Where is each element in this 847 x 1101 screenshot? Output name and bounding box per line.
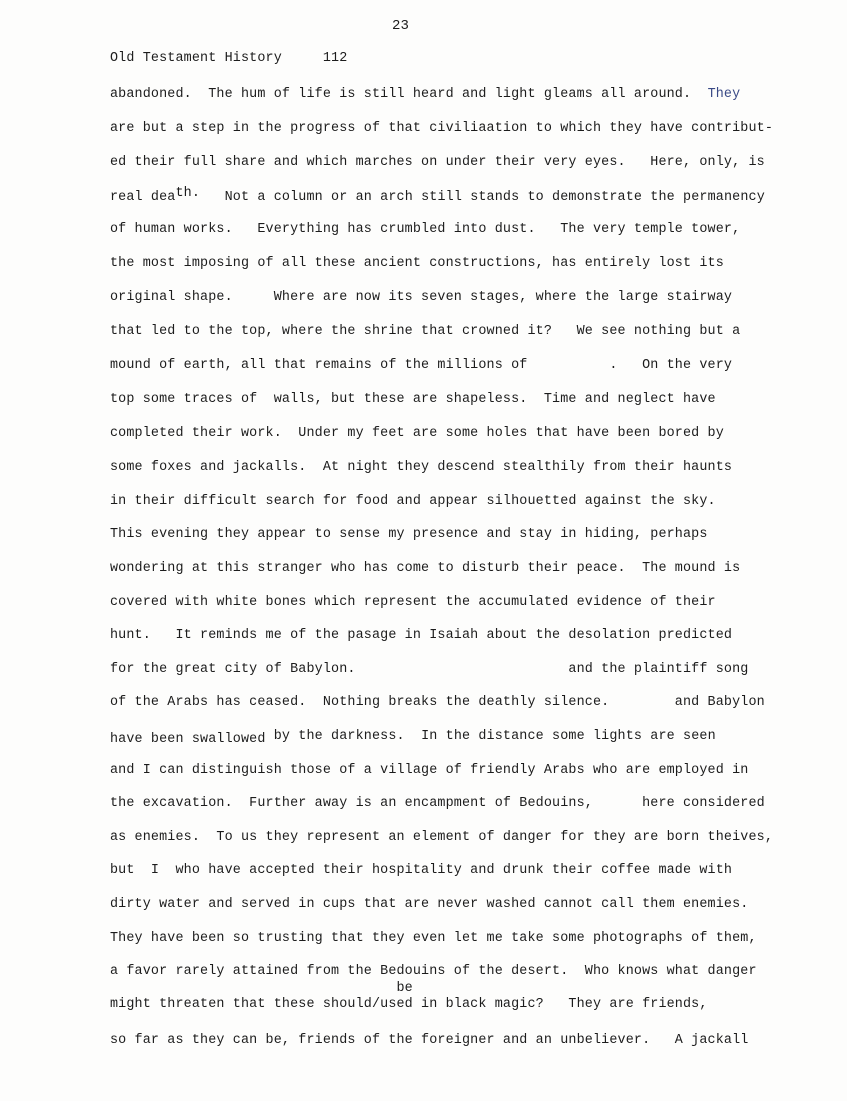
line-text: dirty water and served in cups that are never washed cannot call them enemies.	[110, 897, 749, 912]
line-text: that led to the top, where the shrine that crowned it? We see nothing but a	[110, 324, 741, 339]
text-line	[110, 695, 765, 710]
text-line	[110, 324, 740, 339]
line-text-lowered: have been swallowed	[110, 732, 266, 747]
text-line	[110, 290, 732, 305]
text-line	[110, 358, 732, 373]
page-number: 23	[392, 18, 410, 34]
line-text: original shape. Where are now its seven stages, where the large stairway	[110, 290, 733, 305]
text-line	[110, 763, 748, 778]
header-ref: 112	[322, 51, 348, 66]
text-line	[110, 460, 732, 475]
line-text: a favor rarely attained from the Bedouins of the desert. Who knows what danger	[110, 964, 757, 979]
line-text: the most imposing of all these ancient constructions, has entirely lost its	[110, 256, 724, 271]
line-text: for the great city of Babylon. and the plaintiff song	[110, 662, 749, 677]
text-line	[110, 256, 724, 271]
text-line	[110, 863, 732, 878]
line-text-raised: th.	[175, 186, 201, 201]
line-text: but I who have accepted their hospitality and drunk their coffee made with	[110, 863, 733, 878]
line-text: some foxes and jackalls. At night they descend stealthily from their haunts	[110, 460, 733, 475]
line-text: in their difficult search for food and appear silhouetted against the sky.	[110, 494, 716, 509]
line-text: abandoned. The hum of life is still heard and light gleams all around.	[110, 87, 708, 102]
line-text: are but a step in the progress of that civiliaation to which they have contribut-	[110, 121, 774, 136]
text-line	[110, 830, 773, 845]
line-text: of human works. Everything has crumbled into dust. The very temple tower,	[110, 222, 741, 237]
line-text: so far as they can be, friends of the foreigner and an unbeliever. A jackall	[110, 1033, 749, 1048]
text-line	[110, 628, 732, 643]
text-line	[110, 87, 740, 102]
text-line	[110, 964, 757, 979]
text-line	[110, 494, 716, 509]
line-text: top some traces of walls, but these are shapeless. Time and neglect have	[110, 392, 716, 407]
text-line	[110, 897, 748, 912]
text-line	[110, 527, 708, 542]
header-title: Old Testament History	[110, 51, 282, 66]
line-text: as enemies. To us they represent an element of danger for they are born theives,	[110, 830, 774, 845]
text-line	[110, 222, 740, 237]
line-text: and I can distinguish those of a village of friendly Arabs who are employed in	[110, 763, 749, 778]
line-text: the excavation. Further away is an encampment of Bedouins, here considered	[110, 796, 765, 811]
text-line	[110, 931, 757, 946]
text-line	[110, 997, 708, 1012]
text-line	[110, 662, 748, 677]
line-text: Not a column or an arch still stands to demonstrate the permanency	[200, 190, 765, 205]
line-text: mound of earth, all that remains of the millions of . On the very	[110, 358, 733, 373]
line-text: by the darkness.	[265, 729, 405, 744]
text-line	[110, 729, 716, 747]
text-line	[110, 426, 724, 441]
running-header	[110, 51, 347, 66]
text-line	[110, 796, 765, 811]
line-text: wondering at this stranger who has come to disturb their peace. The mound is	[110, 561, 741, 576]
line-text: hunt. It reminds me of the pasage in Isaiah about the desolation predicted	[110, 628, 733, 643]
line-text: of the Arabs has ceased. Nothing breaks the deathly silence. and Babylon	[110, 695, 765, 710]
line-text: ed their full share and which marches on under their very eyes. Here, only, is	[110, 155, 765, 170]
text-line	[110, 155, 765, 170]
line-text: might threaten that these should/used in black magic? They are friends,	[110, 997, 708, 1012]
text-line	[110, 392, 716, 407]
text-line	[110, 1033, 748, 1048]
interlinear-insertion	[110, 981, 413, 996]
line-text: be	[110, 981, 413, 996]
text-line	[110, 561, 740, 576]
handwritten-word: They	[707, 87, 741, 102]
line-text: In the distance some lights are seen	[404, 729, 716, 744]
line-text: completed their work. Under my feet are some holes that have been bored by	[110, 426, 724, 441]
line-text: They have been so trusting that they even let me take some photographs of them,	[110, 931, 757, 946]
text-line	[110, 595, 716, 610]
text-line	[110, 121, 773, 136]
line-text: real dea	[110, 190, 176, 205]
text-line	[110, 186, 765, 205]
line-text: This evening they appear to sense my presence and stay in hiding, perhaps	[110, 527, 708, 542]
line-text: covered with white bones which represent the accumulated evidence of their	[110, 595, 716, 610]
